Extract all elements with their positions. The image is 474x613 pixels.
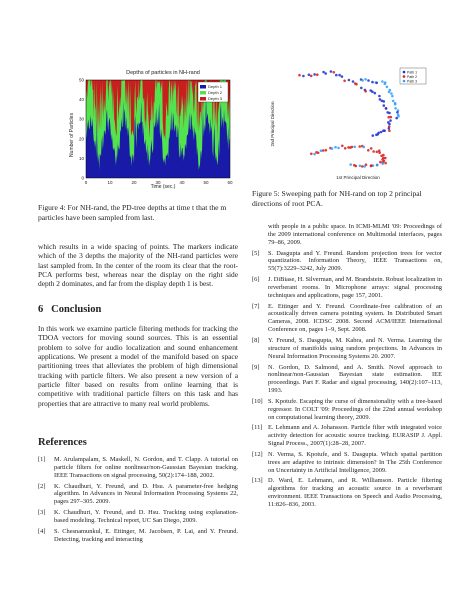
path-point bbox=[394, 103, 397, 106]
figure-5-caption: Figure 5: Sweeping path for NH-rand on top 2 principal directions of root PCA. bbox=[252, 189, 422, 208]
reference-item bbox=[252, 223, 442, 247]
references-left-column bbox=[38, 456, 238, 546]
legend-label: Path 2 bbox=[407, 74, 418, 79]
legend-swatch bbox=[200, 97, 206, 101]
path-point bbox=[381, 162, 384, 165]
path-point bbox=[372, 134, 375, 137]
path-point bbox=[384, 162, 387, 165]
reference-number: [13] bbox=[252, 477, 263, 485]
path-point bbox=[384, 82, 387, 85]
path-point bbox=[380, 131, 383, 134]
path-point bbox=[370, 165, 373, 168]
reference-text: S. Kpotufe. Escaping the curse of dimensionality with a tree-based regressor. In COLT '09: Proceedings of the 22nd annual workshop on computational learning theory, 2009. bbox=[268, 397, 442, 421]
path-point bbox=[382, 129, 385, 132]
chart-xlabel: Time (sec.) bbox=[150, 184, 176, 190]
reference-item bbox=[252, 398, 442, 422]
references-right-column bbox=[252, 223, 442, 512]
reference-number: [2] bbox=[38, 482, 46, 490]
path-point bbox=[341, 75, 344, 78]
path-point bbox=[376, 164, 379, 167]
reference-number: [12] bbox=[252, 450, 263, 458]
path-point bbox=[372, 150, 375, 153]
path-point bbox=[374, 92, 377, 95]
path-point bbox=[388, 91, 391, 94]
references-heading: References bbox=[38, 437, 87, 448]
path-point bbox=[388, 129, 391, 132]
reference-item bbox=[38, 456, 238, 480]
reference-text: Y. Freund, S. Dasgupta, M. Kabra, and N. Verma. Learning the structure of manifolds using random projections. In Advances in Neural Information Processing Systems 20. 2007. bbox=[268, 336, 442, 360]
reference-number: [9] bbox=[252, 363, 260, 371]
path-point bbox=[334, 146, 337, 149]
path-point bbox=[389, 119, 392, 122]
path-point bbox=[317, 152, 320, 155]
reference-text: S. Dasgupta and Y. Freund. Random projection trees for vector quantization. Information Theory, IEEE Transactions on, 55(7):3229–3242, July 2009. bbox=[268, 249, 442, 273]
path-point bbox=[388, 123, 391, 126]
path-point bbox=[353, 164, 356, 167]
reference-text: with people in a public space. In ICMI-MLMI '09: Proceedings of the 2009 international conference on Multimodal interfaces, pages 79–86, 2009. bbox=[268, 223, 442, 246]
reference-text: E. Ettinger and Y. Freund. Coordinate-free calibration of an acoustically driven camera pointing system. In Distributed Smart Cameras, 2008. ICDSC 2008. Second ACM/IEEE International Conference on, pages 1–9, Sept. 2008. bbox=[268, 302, 442, 334]
path-point bbox=[375, 82, 378, 85]
conclusion-text: In this work we examine particle filtering methods for tracking the TDOA vectors for moving sound sources. This is an essential problem to solve for audio localization and sound enhancement applications. We present a model of the manifold based on space partitioning trees that alleviates the problem of high dimensional tracking with particle filters. We also present a new version of a particle filter based on results from online learning that is competitive with traditional particle filters on this task and has properties that are attractive to many real world problems. bbox=[38, 324, 238, 408]
path-point bbox=[381, 80, 384, 83]
path-point bbox=[330, 70, 333, 73]
y-tick-label: 40 bbox=[78, 97, 84, 103]
path-point bbox=[322, 149, 325, 152]
reference-text: M. Arulampalam, S. Maskell, N. Gordon, and T. Clapp. A tutorial on particle filters for online nonlinear/non-Gaussian Bayesian tracking. IEEE Transactions on signal processing, 50(2):174–188, 2002. bbox=[54, 456, 238, 479]
path-point bbox=[324, 72, 327, 75]
reference-text: K. Chaudhuri, Y. Freund, and D. Hsu. A parameter-free hedging algorithm. In Advances in Neural Information Processing Systems 22, pages 297–305. 2009. bbox=[54, 482, 238, 506]
legend-swatch bbox=[200, 85, 206, 89]
reference-text: E. Lehmann and A. Johansson. Particle filter with integrated voice activity detection for acoustic source tracking. EURASIP J. Appl. Signal Process., 2007(1):28–28, 2007. bbox=[268, 424, 442, 448]
path-point bbox=[378, 151, 381, 154]
path-point bbox=[298, 74, 301, 77]
conclusion-number: 6 bbox=[38, 304, 44, 315]
legend-marker bbox=[403, 75, 406, 78]
path-point bbox=[359, 165, 362, 168]
reference-number: [7] bbox=[252, 302, 260, 310]
reference-text: S. Chesnamunkul, E. Ettinger, M. Jacobsen, P. Lai, and Y. Freund. Detecting, tracking and interacting bbox=[54, 527, 238, 543]
path-point bbox=[364, 78, 367, 81]
path-point bbox=[361, 165, 364, 168]
legend-label: Depth 2 bbox=[208, 90, 223, 96]
path-point bbox=[349, 163, 352, 166]
path-point bbox=[387, 116, 390, 119]
path-point bbox=[335, 74, 338, 77]
path-point bbox=[363, 165, 366, 168]
path-point bbox=[358, 145, 361, 148]
reference-number: [10] bbox=[252, 397, 263, 405]
x-tick-label: 50 bbox=[203, 180, 209, 185]
path-point bbox=[363, 146, 366, 149]
path-point bbox=[383, 100, 386, 103]
path-point bbox=[348, 79, 351, 82]
path-point bbox=[375, 134, 378, 137]
y-tick-label: 10 bbox=[78, 155, 84, 161]
path-point bbox=[378, 95, 381, 98]
path-point bbox=[388, 112, 391, 115]
reference-item bbox=[38, 509, 238, 525]
legend-marker bbox=[403, 71, 406, 74]
x-tick-label: 40 bbox=[179, 180, 185, 185]
y-tick-label: 20 bbox=[78, 136, 84, 142]
x-tick-label: 60 bbox=[227, 180, 233, 185]
fig5-legend bbox=[400, 68, 426, 84]
reference-item bbox=[252, 364, 442, 395]
path-point bbox=[379, 161, 382, 164]
path-point bbox=[371, 90, 374, 93]
path-point bbox=[302, 75, 305, 78]
reference-number: [3] bbox=[38, 509, 46, 517]
path-point bbox=[341, 145, 344, 148]
reference-item bbox=[252, 477, 442, 508]
path-point bbox=[313, 73, 316, 76]
path-point bbox=[367, 149, 370, 152]
path-point bbox=[310, 153, 313, 156]
path-point bbox=[344, 147, 347, 150]
left-paragraph: which results in a wide spacing of points. The markers indicate which of the 3 depths the majority of the NH-rand particles were last sampled from. In the center of the room its clear that the root-PCA performs best, whereas near the display on the right side depth 2 dominates, and far from the display depth 1 is best. bbox=[38, 242, 238, 289]
path-point bbox=[383, 104, 386, 107]
reference-text: K. Chaudhuri, Y. Freund, and D. Hsu. Tracking using explanation-based modeling. Technical report, UC San Diego, 2009. bbox=[54, 509, 238, 524]
legend-swatch bbox=[200, 91, 206, 95]
reference-item bbox=[252, 250, 442, 274]
reference-item bbox=[38, 528, 238, 544]
x-tick-label: 10 bbox=[107, 180, 113, 185]
reference-number bbox=[252, 223, 268, 247]
path-point bbox=[361, 79, 364, 82]
path-point bbox=[337, 147, 340, 150]
x-tick-label: 20 bbox=[131, 180, 137, 185]
reference-text: N. Gordon, D. Salmond, and A. Smith. Novel approach to nonlinear/non-Gaussian Bayesian state estimation. IEE proceedings. Part F. Radar and signal processing, 140(2):107–113, 1993. bbox=[268, 363, 442, 395]
legend-marker bbox=[403, 80, 406, 83]
fig5-xlabel: 1st Principal Direction bbox=[336, 175, 380, 180]
path-point bbox=[364, 90, 367, 93]
fig5-points bbox=[298, 70, 400, 168]
figure-4-caption: Figure 4: For NH-rand, the PD-tree depths at time t that the m particles have been sampled from last. bbox=[38, 203, 227, 222]
reference-text: N. Verma, S. Kpotufe, and S. Dasgupta. Which spatial partition trees are adaptive to intrinsic dimension? In The 25th Conference on Uncertainty in Artificial Intelligence, 2009. bbox=[268, 450, 442, 474]
path-point bbox=[355, 83, 358, 86]
chart-title: Depths of particles in NH-rand bbox=[126, 70, 200, 76]
reference-text: D. Ward, E. Lehmann, and R. Williamson. Particle filtering algorithms for tracking an acoustic source in a reverberant environment. IEEE Transactions on Speech and Audio Processing, 11:826–836, 2003. bbox=[268, 477, 442, 508]
path-point bbox=[352, 80, 355, 83]
x-tick-label: 0 bbox=[84, 180, 88, 185]
path-point bbox=[322, 71, 325, 74]
fig5-ylabel: 2nd Principal Direction bbox=[270, 101, 275, 147]
y-tick-label: 30 bbox=[78, 116, 84, 122]
path-point bbox=[392, 100, 395, 103]
path-point bbox=[386, 86, 389, 89]
path-point bbox=[308, 74, 311, 77]
reference-number: [1] bbox=[38, 456, 46, 463]
reference-item bbox=[252, 451, 442, 475]
conclusion-title: Conclusion bbox=[51, 304, 102, 315]
path-point bbox=[343, 80, 346, 83]
chart-ylabel: Number of Particles bbox=[69, 113, 75, 157]
reference-item bbox=[252, 337, 442, 361]
path-point bbox=[310, 75, 313, 78]
path-point bbox=[367, 79, 370, 82]
path-point bbox=[320, 149, 323, 152]
reference-number: [6] bbox=[252, 276, 260, 284]
path-point bbox=[376, 151, 379, 154]
path-point bbox=[333, 71, 336, 74]
legend-label: Depth 1 bbox=[208, 84, 223, 90]
reference-item bbox=[38, 483, 238, 507]
path-point bbox=[325, 149, 328, 152]
path-point bbox=[382, 154, 385, 157]
path-point bbox=[313, 153, 316, 156]
path-point bbox=[394, 107, 397, 110]
reference-number: [4] bbox=[38, 527, 46, 535]
figure-5-chart bbox=[260, 62, 432, 182]
reference-item bbox=[252, 276, 442, 300]
reference-number: [11] bbox=[252, 424, 263, 432]
path-point bbox=[395, 117, 398, 120]
path-point bbox=[391, 95, 394, 98]
path-point bbox=[384, 157, 387, 160]
reference-item bbox=[252, 424, 442, 448]
path-point bbox=[338, 74, 341, 77]
legend-label: Path 1 bbox=[407, 70, 418, 75]
figure-4-chart bbox=[68, 60, 236, 200]
legend-label: Path 3 bbox=[407, 79, 418, 84]
y-tick-label: 50 bbox=[78, 77, 84, 83]
y-tick-label: 0 bbox=[81, 175, 84, 181]
reference-number: [5] bbox=[252, 249, 260, 257]
path-point bbox=[353, 146, 356, 149]
path-point bbox=[390, 92, 393, 95]
path-point bbox=[316, 73, 319, 76]
conclusion-heading bbox=[38, 304, 238, 315]
reference-item bbox=[252, 303, 442, 334]
path-point bbox=[371, 81, 374, 84]
reference-number: [8] bbox=[252, 336, 260, 344]
chart-legend bbox=[198, 82, 228, 102]
path-point bbox=[370, 147, 373, 150]
path-point bbox=[351, 146, 354, 149]
reference-text: J. DiBiase, H. Silverman, and M. Brandstein. Robust localization in reverberant rooms. In Microphone arrays: signal processing techniques and applications, page 157, 2001. bbox=[268, 276, 442, 299]
x-tick-label: 30 bbox=[155, 180, 161, 185]
path-point bbox=[331, 147, 334, 150]
path-point bbox=[360, 87, 363, 90]
legend-label: Depth 3 bbox=[208, 96, 223, 102]
path-point bbox=[396, 111, 399, 114]
path-point bbox=[385, 107, 388, 110]
path-point bbox=[388, 127, 391, 130]
